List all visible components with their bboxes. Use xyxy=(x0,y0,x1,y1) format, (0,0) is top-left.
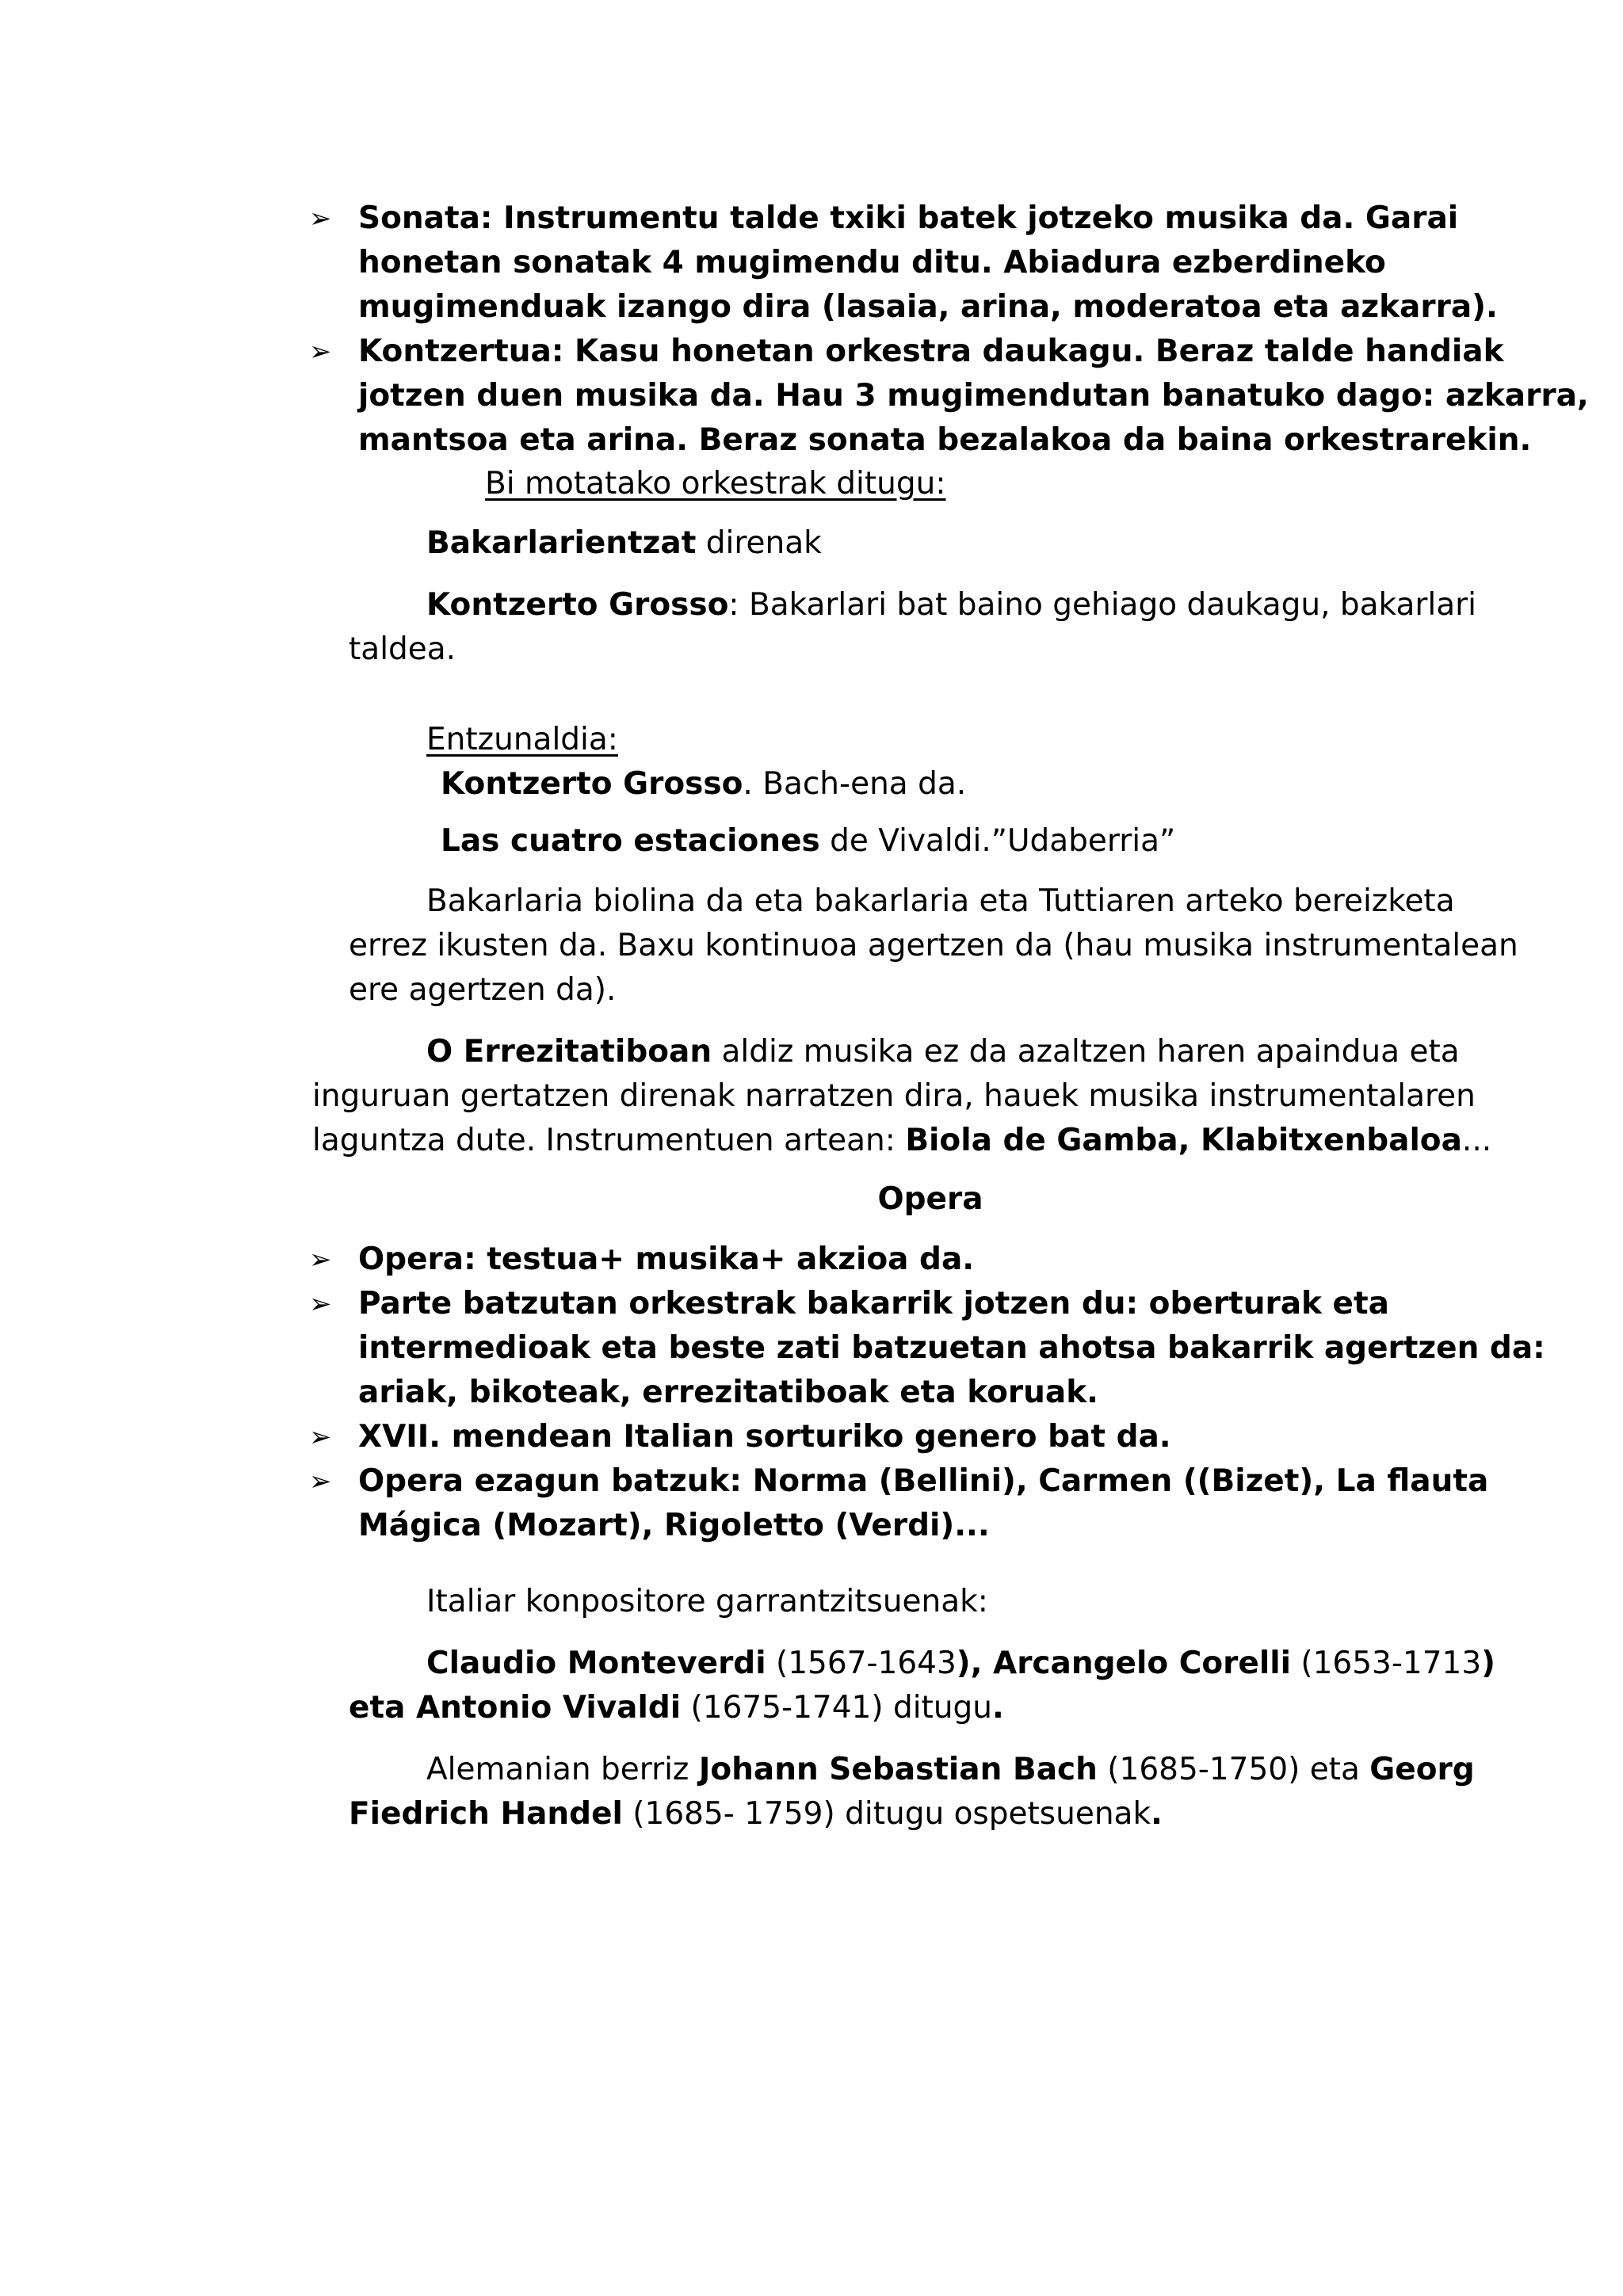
bullet-arrow-icon: ➢ xyxy=(309,1421,332,1453)
sonata-line-3: mugimenduak izango dira (lasaia, arina, moderatoa eta azkarra). xyxy=(358,289,1498,325)
kontzerto-grosso-paragraph: Kontzerto Grosso: Bakarlari bat baino gehiago daukagu, bakarlari xyxy=(426,587,1476,623)
opera-origin: XVII. mendean Italian sorturiko genero bat da. xyxy=(358,1419,1171,1455)
listening-desc-line-3: ere agertzen da). xyxy=(349,972,617,1008)
bullet-arrow-icon: ➢ xyxy=(309,336,332,368)
bullet-arrow-icon: ➢ xyxy=(309,203,332,235)
bullet-arrow-icon: ➢ xyxy=(309,1288,332,1320)
listening-item-grosso: Kontzerto Grosso. Bach-ena da. xyxy=(441,766,967,802)
bakarlarientzat-term: Bakarlarientzat xyxy=(426,525,697,561)
opera-definition: Opera: testua+ musika+ akzioa da. xyxy=(358,1241,975,1277)
recitative-line-3: laguntza dute. Instrumentuen artean: Biola de Gamba, Klabitxenbaloa... xyxy=(312,1123,1492,1158)
orchestra-types-heading: Bi motatako orkestrak ditugu: xyxy=(485,466,946,502)
bullet-arrow-icon: ➢ xyxy=(309,1466,332,1497)
recitative-line-2: inguruan gertatzen direnak narratzen dira, hauek musika instrumentalaren xyxy=(312,1078,1476,1114)
listening-heading: Entzunaldia: xyxy=(426,722,618,757)
kontzerto-grosso-term: Kontzerto Grosso xyxy=(426,587,729,623)
german-composers-line-2: Fiedrich Handel (1685- 1759) ditugu ospetsuenak. xyxy=(349,1796,1163,1832)
listening-item-vivaldi: Las cuatro estaciones de Vivaldi.”Udaberria” xyxy=(441,823,1176,859)
bakarlarientzat-paragraph: Bakarlarientzat direnak xyxy=(426,525,822,561)
italian-composers-line-2: eta Antonio Vivaldi (1675-1741) ditugu. xyxy=(349,1690,1004,1726)
sonata-line-2: honetan sonatak 4 mugimendu ditu. Abiadura ezberdineko xyxy=(358,245,1386,280)
italian-composers-heading: Italiar konpositore garrantzitsuenak: xyxy=(426,1584,988,1619)
sonata-line-1: Sonata: Instrumentu talde txiki batek jotzeko musika da. Garai xyxy=(358,200,1459,236)
kontzerto-grosso-line-2: taldea. xyxy=(349,631,456,667)
famous-operas-line-1: Opera ezagun batzuk: Norma (Bellini), Carmen ((Bizet), La flauta xyxy=(358,1463,1489,1499)
german-composers-line-1: Alemanian berriz Johann Sebastian Bach (1685-1750) eta Georg xyxy=(426,1752,1475,1787)
listening-desc-line-1: Bakarlaria biolina da eta bakarlaria eta Tuttiaren arteko bereizketa xyxy=(426,883,1455,919)
famous-operas-line-2: Mágica (Mozart), Rigoletto (Verdi)... xyxy=(358,1508,990,1543)
opera-parts-line-2: intermedioak eta beste zati batzuetan ahotsa bakarrik agertzen da: xyxy=(358,1330,1545,1366)
italian-composers-line-1: Claudio Monteverdi (1567-1643), Arcangelo Corelli (1653-1713) xyxy=(426,1646,1495,1681)
opera-parts-line-3: ariak, bikoteak, errezitatiboak eta koruak. xyxy=(358,1375,1098,1410)
recitative-line-1: O Errezitatiboan aldiz musika ez da azaltzen haren apaindua eta xyxy=(426,1034,1460,1070)
opera-parts-line-1: Parte batzutan orkestrak bakarrik jotzen du: oberturak eta xyxy=(358,1286,1389,1322)
listening-desc-line-2: errez ikusten da. Baxu kontinuoa agertzen da (hau musika instrumentalean xyxy=(349,928,1518,963)
opera-section-title: Opera xyxy=(877,1181,983,1217)
bullet-arrow-icon: ➢ xyxy=(309,1244,332,1276)
kontzertua-line-1: Kontzertua: Kasu honetan orkestra daukagu. Beraz talde handiak xyxy=(358,334,1504,369)
kontzertua-line-3: mantsoa eta arina. Beraz sonata bezalakoa da baina orkestrarekin. xyxy=(358,422,1532,458)
kontzertua-line-2: jotzen duen musika da. Hau 3 mugimendutan banatuko dago: azkarra, xyxy=(358,378,1589,414)
